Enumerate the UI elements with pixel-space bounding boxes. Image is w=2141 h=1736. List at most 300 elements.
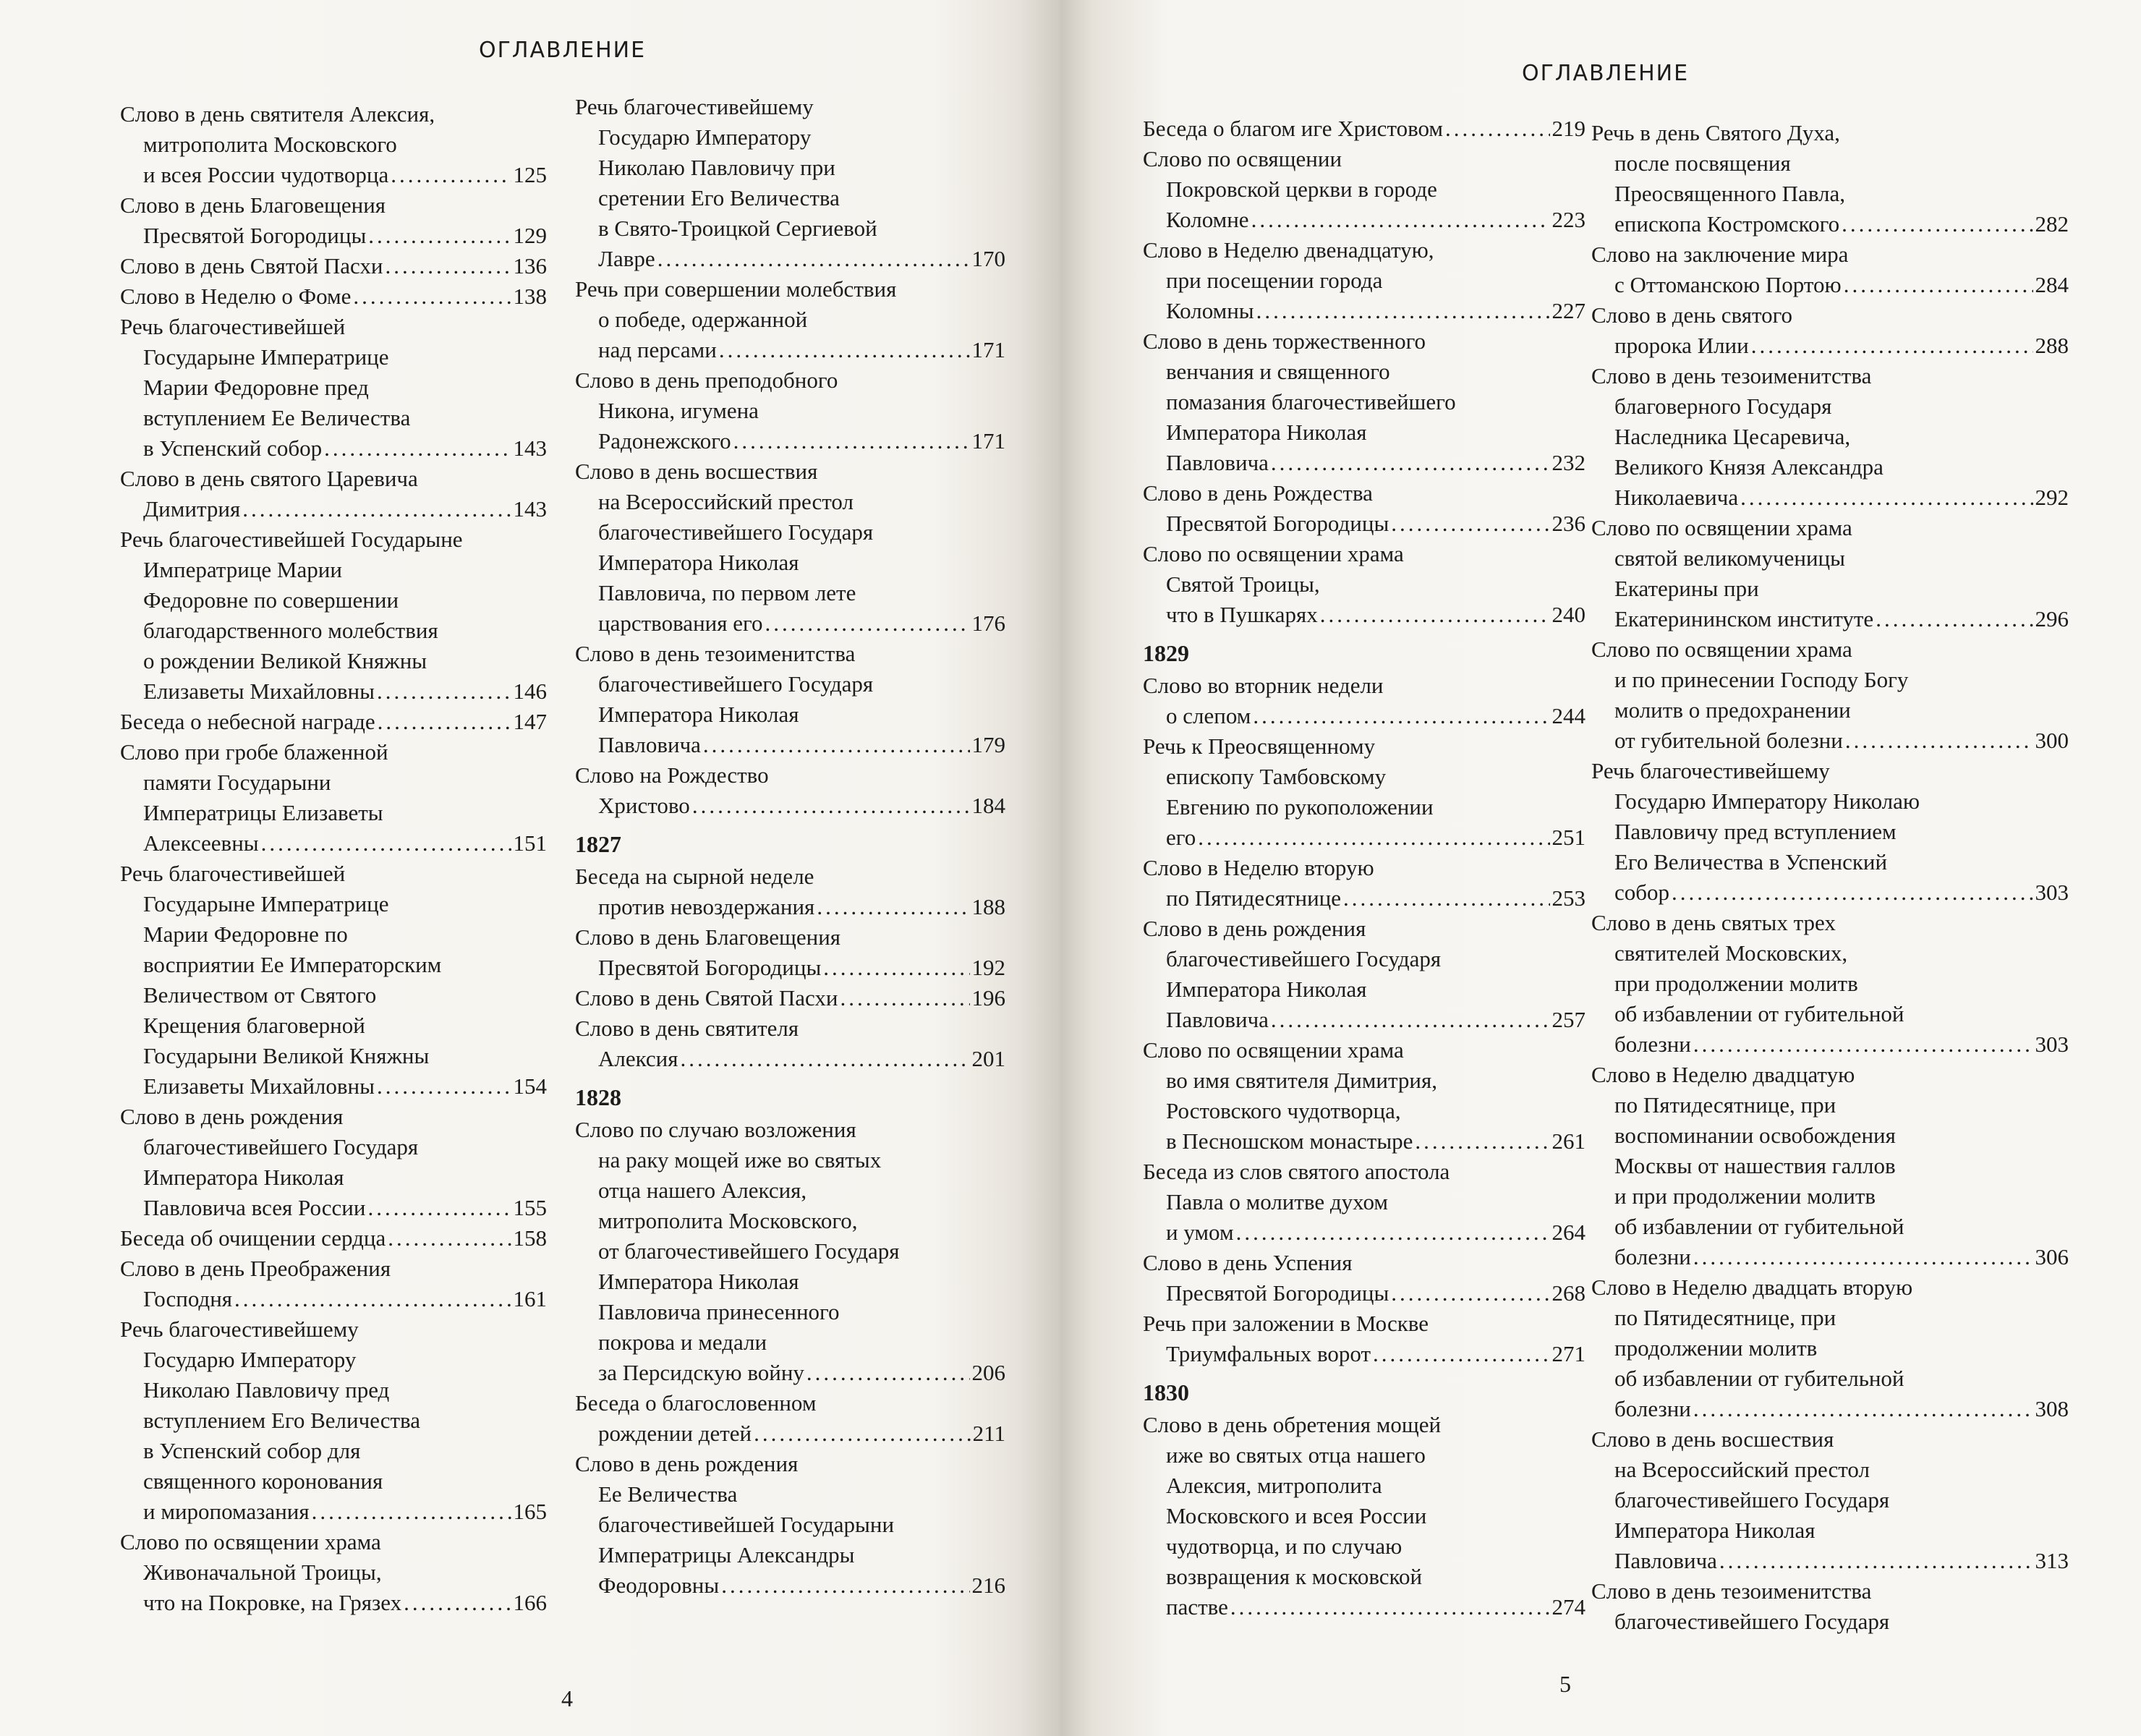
toc-entry-title-line: Екатерининском институте xyxy=(1614,606,1874,631)
toc-entry-title-line: Святой Троицы, xyxy=(1166,571,1320,597)
toc-entry-title-line: Марии Федоровне пред xyxy=(143,375,369,400)
toc-entry-title-line: Слово по освящении храма xyxy=(1143,1037,1404,1063)
dot-leader xyxy=(721,1570,969,1601)
toc-entry-title-line: Слово в день обретения мощей xyxy=(1143,1412,1442,1437)
dot-leader xyxy=(719,335,970,365)
dot-leader xyxy=(404,1588,511,1618)
toc-entry-page-number: 171 xyxy=(971,337,1005,362)
toc-entry-title-line: за Персидскую войну xyxy=(598,1360,804,1385)
toc-entry-page-number: 158 xyxy=(513,1225,547,1251)
toc-entry[interactable] xyxy=(120,859,547,1102)
toc-entry-title-line: Слово в день рождения xyxy=(120,1104,344,1129)
toc-entry-title-line: Слово в Неделю вторую xyxy=(1143,855,1374,880)
dot-leader xyxy=(1445,114,1549,144)
toc-entry-title-line: и умом xyxy=(1166,1220,1234,1245)
toc-entry-page-number: 268 xyxy=(1552,1280,1585,1306)
dot-leader xyxy=(353,281,511,312)
dot-leader xyxy=(765,608,969,639)
toc-entry-title-line: Императрицы Елизаветы xyxy=(143,800,383,825)
toc-entry[interactable] xyxy=(120,1102,547,1223)
toc-entry-page-number: 216 xyxy=(971,1573,1005,1598)
toc-entry-page-number: 292 xyxy=(2035,485,2069,510)
left-page-column-1 xyxy=(120,99,547,1618)
toc-entry-title-line: пророка Илии xyxy=(1614,333,1749,358)
toc-entry-title-line: Москвы от нашествия галлов xyxy=(1614,1153,1896,1178)
toc-entry-page-number: 282 xyxy=(2035,211,2069,237)
toc-entry[interactable] xyxy=(575,861,1005,922)
toc-entry-title-line: благодарственного молебствия xyxy=(143,618,438,643)
toc-entry-title-line: продолжении молитв xyxy=(1614,1335,1818,1361)
dot-leader xyxy=(324,433,511,464)
dot-leader xyxy=(377,676,511,707)
toc-entry-title-line: болезни xyxy=(1614,1244,1691,1269)
toc-entry[interactable] xyxy=(1591,1576,2069,1637)
toc-entry-title-line: митрополита Московского xyxy=(143,132,397,157)
dot-leader xyxy=(733,426,970,456)
toc-entry[interactable] xyxy=(1143,1035,1585,1157)
toc-entry[interactable] xyxy=(575,92,1005,274)
toc-entry-title-line: Беседа на сырной неделе xyxy=(575,864,814,889)
toc-entry-page-number: 306 xyxy=(2035,1244,2069,1269)
toc-entry-title-line: вступлением Его Величества xyxy=(143,1408,421,1433)
toc-entry-title-line: отца нашего Алексия, xyxy=(598,1178,807,1203)
toc-entry-title-line: Триумфальных ворот xyxy=(1166,1341,1371,1366)
toc-entry-page-number: 170 xyxy=(971,246,1005,271)
toc-entry[interactable] xyxy=(575,1115,1005,1388)
toc-entry-title-line: Слово в день святых трех xyxy=(1591,910,1836,935)
toc-entry[interactable] xyxy=(1143,235,1585,326)
toc-entry-page-number: 176 xyxy=(971,610,1005,636)
toc-entry-title-line: Слово в день Святой Пасхи xyxy=(575,985,838,1010)
dot-leader xyxy=(1672,877,2033,908)
toc-entry-title-line: Слово при гробе блаженной xyxy=(120,739,388,765)
toc-entry-title-line: Елизаветы Михайловны xyxy=(143,678,375,704)
toc-entry-title-line: Слово в день Успения xyxy=(1143,1250,1353,1275)
toc-entry[interactable] xyxy=(120,1223,547,1254)
dot-leader xyxy=(1751,331,2033,361)
toc-entry-title-line: Павловича принесенного xyxy=(598,1299,840,1324)
dot-leader xyxy=(377,1071,511,1102)
toc-entry-page-number: 264 xyxy=(1552,1220,1585,1245)
toc-entry[interactable] xyxy=(575,456,1005,639)
toc-entry-title-line: Беседа из слов святого апостола xyxy=(1143,1159,1450,1184)
toc-entry-title-line: Алексия, митрополита xyxy=(1166,1473,1382,1498)
toc-entry-title-line: Димитрия xyxy=(143,496,241,522)
toc-entry-title-line: Беседа о благом иге Христовом xyxy=(1143,116,1444,141)
toc-entry-title-line: благочестивейшего Государя xyxy=(1614,1609,1890,1634)
toc-entry-title-line: Слово в день Благовещения xyxy=(120,192,386,218)
toc-entry-title-line: вступлением Ее Величества xyxy=(143,405,411,430)
toc-entry[interactable] xyxy=(120,99,547,190)
toc-entry-title-line: помазания благочестивейшего xyxy=(1166,389,1456,414)
toc-entry-title-line: Императора Николая xyxy=(598,1269,799,1294)
toc-entry-title-line: Великого Князя Александра xyxy=(1614,454,1884,480)
dot-leader xyxy=(1251,205,1550,235)
toc-entry-page-number: 219 xyxy=(1552,116,1585,141)
toc-entry-title-line: священного коронования xyxy=(143,1468,383,1494)
toc-entry-title-line: во имя святителя Димитрия, xyxy=(1166,1068,1438,1093)
toc-entry-title-line: Никона, игумена xyxy=(598,398,759,423)
toc-entry[interactable] xyxy=(1591,361,2069,513)
dot-leader xyxy=(1693,1029,2033,1060)
toc-entry-title-line: епископу Тамбовскому xyxy=(1166,764,1387,789)
toc-entry-page-number: 223 xyxy=(1552,207,1585,232)
toc-entry-title-line: Слово в день рождения xyxy=(575,1451,799,1476)
toc-entry-page-number: 274 xyxy=(1552,1594,1585,1620)
toc-entry[interactable] xyxy=(120,1314,547,1527)
left-page-number: 4 xyxy=(561,1685,573,1711)
toc-entry-title-line: святой великомученицы xyxy=(1614,545,1845,571)
toc-entry-title-line: об избавлении от губительной xyxy=(1614,1214,1904,1239)
toc-entry-title-line: Императора Николая xyxy=(1166,420,1367,445)
toc-entry-title-line: Речь при совершении молебствия xyxy=(575,276,897,302)
toc-entry-page-number: 161 xyxy=(513,1286,547,1311)
toc-entry-title-line: Государю Императору xyxy=(598,124,812,150)
toc-entry-title-line: на раку мощей иже во святых xyxy=(598,1147,882,1173)
toc-entry-title-line: Речь благочестивейшему xyxy=(1591,758,1830,783)
toc-entry[interactable] xyxy=(575,1013,1005,1074)
toc-entry[interactable] xyxy=(575,639,1005,760)
toc-entry[interactable] xyxy=(120,1254,547,1314)
toc-entry-title-line: Евгению по рукоположении xyxy=(1166,794,1434,820)
toc-entry-title-line: сретении Его Величества xyxy=(598,185,840,210)
toc-entry-page-number: 211 xyxy=(972,1421,1005,1446)
toc-entry-page-number: 147 xyxy=(513,709,547,734)
toc-entry-title-line: Слово в день Благовещения xyxy=(575,924,841,950)
toc-entry[interactable] xyxy=(1143,114,1585,144)
dot-leader xyxy=(1415,1126,1549,1157)
toc-entry-title-line: Государю Императору Николаю xyxy=(1614,788,1920,814)
toc-entry[interactable] xyxy=(1143,326,1585,478)
dot-leader xyxy=(1845,726,2033,756)
toc-entry-title-line: молитв о предохранении xyxy=(1614,697,1851,723)
toc-entry-title-line: Слово в день восшествия xyxy=(575,459,818,484)
toc-entry-title-line: Павловича, по первом лете xyxy=(598,580,856,605)
toc-entry-page-number: 251 xyxy=(1552,825,1585,850)
toc-entry-title-line: Николаевича xyxy=(1614,485,1739,510)
right-page-column-1 xyxy=(1143,114,1585,1622)
toc-entry-title-line: Слово в день преподобного xyxy=(575,367,838,393)
toc-entry-title-line: памяти Государыни xyxy=(143,770,331,795)
toc-entry-title-line: его xyxy=(1166,825,1196,850)
dot-leader xyxy=(681,1044,970,1074)
toc-entry-title-line: после посвящения xyxy=(1614,150,1791,176)
toc-entry-title-line: в Успенский собор xyxy=(143,435,323,461)
dot-leader xyxy=(1230,1592,1550,1622)
toc-entry-title-line: и миропомазания xyxy=(143,1499,310,1524)
toc-entry-page-number: 300 xyxy=(2035,728,2069,753)
toc-entry[interactable] xyxy=(1143,1248,1585,1309)
toc-entry-page-number: 288 xyxy=(2035,333,2069,358)
year-heading: 1828 xyxy=(575,1084,621,1110)
toc-entry-title-line: Слово по освящении храма xyxy=(1591,515,1852,540)
toc-entry[interactable] xyxy=(120,464,547,524)
toc-entry-title-line: Николаю Павловичу пред xyxy=(143,1377,390,1403)
dot-leader xyxy=(1256,296,1550,326)
toc-entry-title-line: Наследника Цесаревича, xyxy=(1614,424,1851,449)
dot-leader xyxy=(1844,270,2033,300)
toc-entry-title-line: с Оттоманскою Портою xyxy=(1614,272,1842,297)
dot-leader xyxy=(368,221,511,251)
toc-entry-title-line: что в Пушкарях xyxy=(1166,602,1318,627)
toc-entry-page-number: 303 xyxy=(2035,880,2069,905)
toc-entry-title-line: благочестивейшего Государя xyxy=(1614,1487,1890,1512)
toc-entry-page-number: 155 xyxy=(513,1195,547,1220)
dot-leader xyxy=(388,1223,511,1254)
toc-entry[interactable] xyxy=(120,312,547,464)
toc-entry-title-line: Речь к Преосвященному xyxy=(1143,733,1376,759)
dot-leader xyxy=(1320,600,1550,630)
toc-entry[interactable] xyxy=(1591,1272,2069,1424)
toc-entry[interactable] xyxy=(1143,1410,1585,1622)
toc-entry-title-line: Речь благочестивейшей xyxy=(120,314,346,339)
toc-entry-title-line: Живоначальной Троицы, xyxy=(143,1560,382,1585)
toc-entry-page-number: 188 xyxy=(971,894,1005,919)
toc-entry-title-line: Слово в день святителя xyxy=(575,1016,799,1041)
toc-entry-title-line: Слово в день святого Царевича xyxy=(120,466,418,491)
toc-entry-page-number: 313 xyxy=(2035,1548,2069,1573)
dot-leader xyxy=(1719,1546,2033,1576)
toc-entry-page-number: 308 xyxy=(2035,1396,2069,1421)
toc-entry[interactable] xyxy=(1591,756,2069,908)
toc-entry-title-line: Беседа о благословенном xyxy=(575,1390,817,1416)
toc-entry-title-line: восприятии Ее Императорским xyxy=(143,952,442,977)
toc-entry-title-line: Феодоровны xyxy=(598,1573,720,1598)
toc-entry[interactable] xyxy=(1143,1309,1585,1369)
toc-entry[interactable] xyxy=(1143,671,1585,731)
dot-leader xyxy=(817,892,969,922)
dot-leader xyxy=(312,1497,511,1527)
toc-entry[interactable] xyxy=(120,251,547,281)
dot-leader xyxy=(385,251,511,281)
toc-entry-page-number: 125 xyxy=(513,162,547,187)
toc-entry-page-number: 303 xyxy=(2035,1031,2069,1057)
year-heading: 1830 xyxy=(1143,1379,1189,1405)
toc-entry[interactable] xyxy=(120,707,547,737)
toc-entry-title-line: Государю Императору xyxy=(143,1347,357,1372)
toc-entry-title-line: Государыне Императрице xyxy=(143,344,389,370)
toc-entry[interactable] xyxy=(120,524,547,707)
toc-entry-title-line: рождении детей xyxy=(598,1421,752,1446)
toc-entry[interactable] xyxy=(575,922,1005,983)
toc-entry-page-number: 232 xyxy=(1552,450,1585,475)
toc-entry[interactable] xyxy=(1591,118,2069,239)
toc-entry-page-number: 244 xyxy=(1552,703,1585,728)
toc-entry-title-line: Марии Федоровне по xyxy=(143,922,348,947)
dot-leader xyxy=(703,730,970,760)
toc-entry-title-line: Слово в день тезоименитства xyxy=(1591,1578,1872,1604)
toc-entry-title-line: собор xyxy=(1614,880,1670,905)
dot-leader xyxy=(1253,701,1549,731)
toc-entry-title-line: в Свято-Троицкой Сергиевой xyxy=(598,216,877,241)
toc-entry-title-line: Преосвященного Павла, xyxy=(1614,181,1846,206)
toc-entry-title-line: Слово в день торжественного xyxy=(1143,328,1426,354)
toc-entry-page-number: 171 xyxy=(971,428,1005,454)
toc-entry-title-line: Речь благочестивейшей Государыне xyxy=(120,527,463,552)
toc-entry-title-line: царствования его xyxy=(598,610,763,636)
dot-leader xyxy=(754,1418,971,1449)
toc-entry[interactable] xyxy=(120,737,547,859)
toc-entry-title-line: венчания и священного xyxy=(1166,359,1390,384)
toc-entry-title-line: Слово по освящении храма xyxy=(120,1529,381,1554)
toc-entry-title-line: благочестивейшего Государя xyxy=(1166,946,1442,971)
toc-entry-page-number: 227 xyxy=(1552,298,1585,323)
toc-entry-title-line: Покровской церкви в городе xyxy=(1166,176,1437,202)
toc-entry-title-line: Слово по освящении храма xyxy=(1591,637,1852,662)
toc-entry-title-line: и при продолжении молитв xyxy=(1614,1183,1876,1209)
toc-entry-title-line: благочестивейшей Государыни xyxy=(598,1512,895,1537)
toc-entry-title-line: митрополита Московского, xyxy=(598,1208,858,1233)
toc-entry-title-line: Слово в день восшествия xyxy=(1591,1426,1834,1452)
toc-entry-title-line: и по принесении Господу Богу xyxy=(1614,667,1909,692)
toc-entry-title-line: благочестивейшего Государя xyxy=(598,519,874,545)
dot-leader xyxy=(1693,1394,2033,1424)
dot-leader xyxy=(378,707,511,737)
toc-entry-title-line: Алексия xyxy=(598,1046,678,1071)
toc-entry-title-line: Слово на Рождество xyxy=(575,762,769,788)
toc-entry-title-line: Слово по освящении храма xyxy=(1143,541,1404,566)
toc-entry-title-line: Императора Николая xyxy=(598,550,799,575)
toc-entry-title-line: Павловичу пред вступлением xyxy=(1614,819,1897,844)
toc-entry-title-line: пастве xyxy=(1166,1594,1228,1620)
toc-entry-title-line: Пресвятой Богородицы xyxy=(1166,511,1389,536)
toc-entry[interactable] xyxy=(575,760,1005,821)
toc-entry-page-number: 143 xyxy=(513,435,547,461)
toc-entry-page-number: 201 xyxy=(971,1046,1005,1071)
toc-entry-page-number: 184 xyxy=(971,793,1005,818)
dot-leader xyxy=(1236,1217,1550,1248)
toc-entry-page-number: 146 xyxy=(513,678,547,704)
toc-entry-page-number: 257 xyxy=(1552,1007,1585,1032)
toc-entry-title-line: при посещении города xyxy=(1166,268,1383,293)
toc-entry[interactable] xyxy=(1591,239,2069,300)
toc-entry-title-line: Слово во вторник недели xyxy=(1143,673,1384,698)
toc-entry-title-line: епископа Костромского xyxy=(1614,211,1840,237)
dot-leader xyxy=(692,791,970,821)
toc-entry[interactable] xyxy=(1591,908,2069,1060)
toc-entry[interactable] xyxy=(1143,731,1585,853)
toc-entry-title-line: от губительной болезни xyxy=(1614,728,1843,753)
toc-entry-title-line: Слово в день Святой Пасхи xyxy=(120,253,383,278)
toc-entry-title-line: воспоминании освобождения xyxy=(1614,1123,1896,1148)
toc-entry-title-line: Беседа о небесной награде xyxy=(120,709,375,734)
toc-entry-page-number: 192 xyxy=(971,955,1005,980)
toc-entry-title-line: Речь благочестивейшему xyxy=(575,94,814,119)
dot-leader xyxy=(367,1193,511,1223)
toc-entry-page-number: 253 xyxy=(1552,885,1585,911)
toc-entry-title-line: Московского и всея России xyxy=(1166,1503,1427,1528)
left-page xyxy=(0,0,1060,1736)
toc-entry[interactable] xyxy=(1591,300,2069,361)
toc-entry-title-line: Слово в день святого xyxy=(1591,302,1793,328)
toc-entry[interactable] xyxy=(575,1449,1005,1601)
dot-leader xyxy=(1842,209,2033,239)
toc-entry-page-number: 151 xyxy=(513,830,547,856)
right-page-header: ОГЛАВЛЕНИЕ xyxy=(1522,61,1690,86)
toc-entry-title-line: в Успенский собор для xyxy=(143,1438,361,1463)
toc-entry-title-line: Императора Николая xyxy=(143,1165,344,1190)
toc-entry-page-number: 261 xyxy=(1552,1128,1585,1154)
year-heading: 1829 xyxy=(1143,640,1189,666)
toc-entry[interactable] xyxy=(1591,634,2069,756)
toc-entry-title-line: о рождении Великой Княжны xyxy=(143,648,427,673)
toc-entry[interactable] xyxy=(1143,144,1585,235)
toc-entry-title-line: от благочестивейшего Государя xyxy=(598,1238,900,1264)
toc-entry-title-line: о слепом xyxy=(1166,703,1251,728)
toc-entry-title-line: о победе, одержанной xyxy=(598,307,808,332)
toc-entry-page-number: 240 xyxy=(1552,602,1585,627)
toc-entry[interactable] xyxy=(1591,1424,2069,1576)
toc-entry-title-line: Государыни Великой Княжны xyxy=(143,1043,430,1068)
toc-entry-title-line: Коломны xyxy=(1166,298,1254,323)
toc-entry-title-line: чудотворца, и по случаю xyxy=(1166,1533,1402,1559)
toc-entry-title-line: Господня xyxy=(143,1286,233,1311)
toc-entry-page-number: 166 xyxy=(513,1590,547,1615)
dot-leader xyxy=(391,160,511,190)
toc-entry[interactable] xyxy=(120,190,547,251)
dot-leader xyxy=(1740,482,2033,513)
toc-entry[interactable] xyxy=(1143,539,1585,630)
toc-entry-page-number: 129 xyxy=(513,223,547,248)
toc-entry-title-line: благочестивейшего Государя xyxy=(598,671,874,697)
toc-entry[interactable] xyxy=(1143,478,1585,539)
toc-entry-page-number: 154 xyxy=(513,1073,547,1099)
toc-entry-title-line: Павла о молитве духом xyxy=(1166,1189,1389,1214)
toc-entry-title-line: иже во святых отца нашего xyxy=(1166,1442,1426,1468)
toc-entry-title-line: Христово xyxy=(598,793,690,818)
toc-entry[interactable] xyxy=(575,983,1005,1013)
toc-entry-title-line: Пресвятой Богородицы xyxy=(1166,1280,1389,1306)
toc-entry[interactable] xyxy=(1143,914,1585,1035)
toc-entry-title-line: Императрице Марии xyxy=(143,557,342,582)
toc-entry-title-line: Пресвятой Богородицы xyxy=(598,955,822,980)
toc-entry-title-line: болезни xyxy=(1614,1396,1691,1421)
dot-leader xyxy=(234,1284,511,1314)
toc-entry-page-number: 296 xyxy=(2035,606,2069,631)
toc-entry[interactable] xyxy=(575,274,1005,365)
toc-entry-title-line: Государыне Императрице xyxy=(143,891,389,916)
toc-entry-title-line: Павловича xyxy=(1614,1548,1717,1573)
right-page-column-2 xyxy=(1591,118,2069,1637)
toc-entry-title-line: Слово в день рождения xyxy=(1143,916,1366,941)
toc-entry[interactable] xyxy=(120,1527,547,1618)
toc-entry-title-line: на Всероссийский престол xyxy=(1614,1457,1870,1482)
toc-entry-title-line: об избавлении от губительной xyxy=(1614,1366,1904,1391)
toc-entry-page-number: 271 xyxy=(1552,1341,1585,1366)
toc-entry-title-line: Слово в Неделю двадцатую xyxy=(1591,1062,1855,1087)
toc-entry-title-line: Слово в день Преображения xyxy=(120,1256,391,1281)
toc-entry-title-line: Императора Николая xyxy=(1614,1518,1816,1543)
toc-entry-page-number: 165 xyxy=(513,1499,547,1524)
toc-entry[interactable] xyxy=(575,365,1005,456)
toc-entry[interactable] xyxy=(120,281,547,312)
toc-entry-page-number: 196 xyxy=(971,985,1005,1010)
dot-leader xyxy=(1343,883,1549,914)
toc-entry-title-line: по Пятидесятнице xyxy=(1166,885,1342,911)
toc-entry-title-line: по Пятидесятнице, при xyxy=(1614,1092,1836,1118)
dot-leader xyxy=(823,953,969,983)
toc-entry-title-line: над персами xyxy=(598,337,717,362)
toc-entry[interactable] xyxy=(1143,1157,1585,1248)
toc-entry-title-line: Радонежского xyxy=(598,428,731,454)
toc-entry[interactable] xyxy=(575,1388,1005,1449)
toc-entry-title-line: Слово в день Рождества xyxy=(1143,480,1373,506)
year-heading: 1827 xyxy=(575,831,621,857)
toc-entry[interactable] xyxy=(1591,1060,2069,1272)
toc-entry[interactable] xyxy=(1143,853,1585,914)
toc-entry-title-line: Слово по освящении xyxy=(1143,146,1342,171)
toc-entry[interactable] xyxy=(1591,513,2069,634)
